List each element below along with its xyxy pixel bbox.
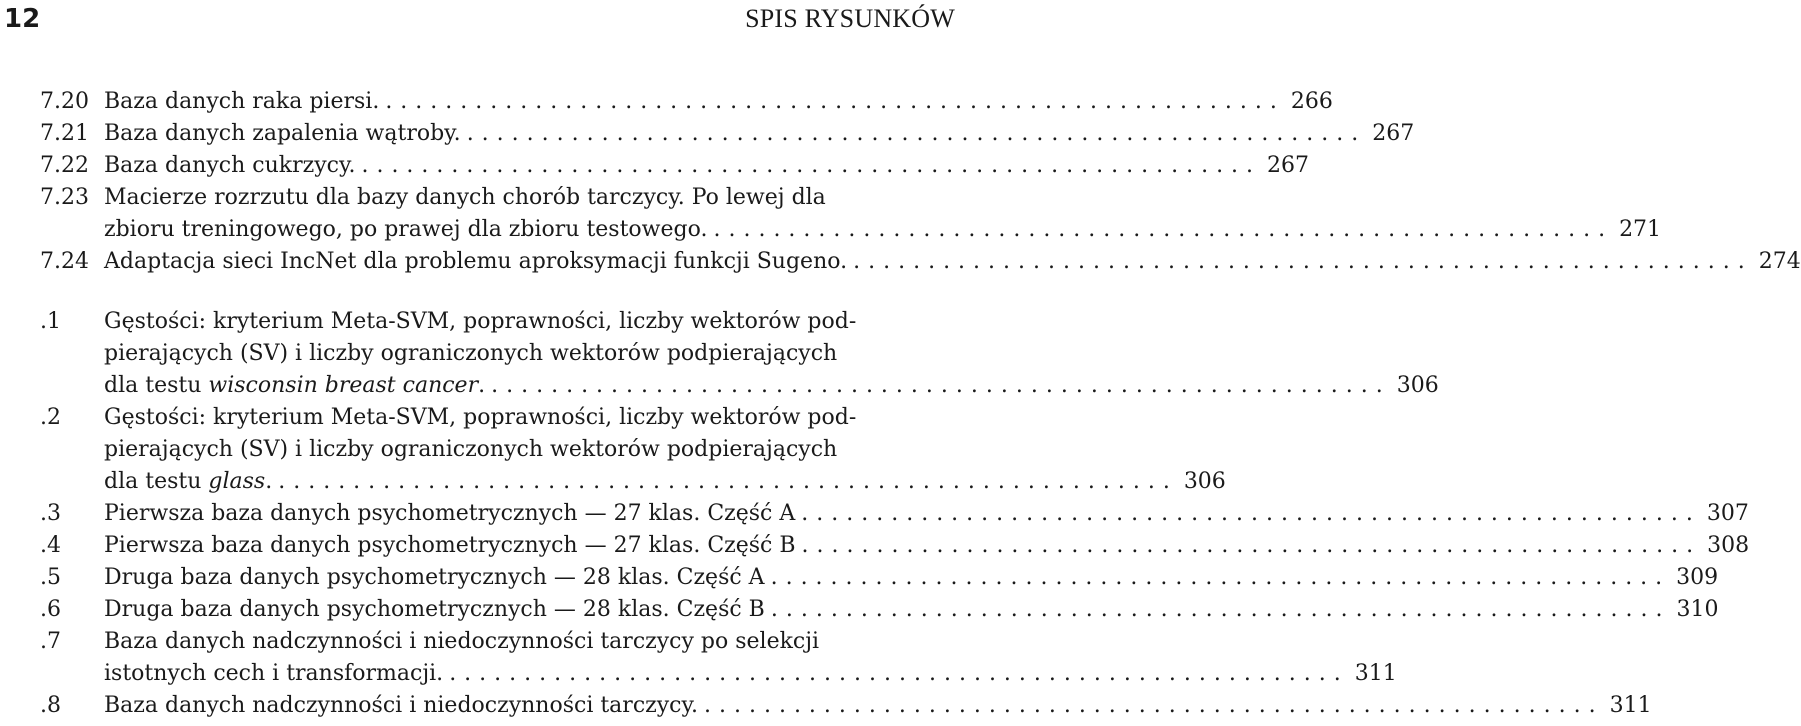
dot-leader: ............................................................ bbox=[853, 249, 1753, 274]
toc-entry-number: .5 bbox=[40, 565, 61, 590]
toc-entry-number: 7.20 bbox=[40, 89, 89, 114]
toc-entry bbox=[40, 626, 1397, 690]
toc-page-number: 310 bbox=[1676, 597, 1719, 622]
toc-entry-text: Adaptacja sieci IncNet dla problemu aproksymacji funkcji Sugeno. bbox=[104, 249, 848, 274]
toc-entry-text: Baza danych zapalenia wątroby. bbox=[104, 121, 461, 146]
toc-entry-text bbox=[104, 370, 485, 402]
toc-entry-text-prefix: dla testu bbox=[104, 469, 209, 494]
toc-entry-text: Baza danych nadczynności i niedoczynności tarczycy po selekcji bbox=[104, 629, 820, 654]
toc-entry-text-italic: wisconsin breast cancer bbox=[208, 373, 479, 398]
dot-leader: ............................................................ bbox=[703, 693, 1604, 718]
toc-entry bbox=[40, 246, 1801, 278]
toc-entry-text-suffix: . bbox=[265, 469, 273, 494]
toc-page-number: 311 bbox=[1354, 661, 1397, 686]
toc-entry bbox=[40, 182, 1662, 246]
toc-entry-text: istotnych cech i transformacji. bbox=[104, 661, 444, 686]
toc-entry-text-prefix: dla testu bbox=[104, 373, 209, 398]
toc-entry-number: 7.24 bbox=[40, 249, 89, 274]
toc-page-number: 311 bbox=[1609, 693, 1652, 718]
dot-leader: ............................................................ bbox=[713, 217, 1614, 242]
toc-entry bbox=[40, 86, 1333, 118]
toc-page-number: 307 bbox=[1706, 501, 1749, 526]
toc-page-number: 306 bbox=[1396, 373, 1439, 398]
toc-entry-text: Pierwsza baza danych psychometrycznych — 27 klas. Część A bbox=[104, 501, 796, 526]
toc-entry-text: Gęstości: kryterium Meta-SVM, poprawności, liczby wektorów pod- bbox=[104, 405, 857, 430]
toc-entry bbox=[40, 150, 1310, 182]
toc-entry-number: .3 bbox=[40, 501, 61, 526]
toc-entry-text: Druga baza danych psychometrycznych — 28 klas. Część A bbox=[104, 565, 765, 590]
toc-entry-number: .7 bbox=[40, 629, 61, 654]
toc-entry-text: Baza danych cukrzycy. bbox=[104, 153, 356, 178]
toc-entry-number: 7.23 bbox=[40, 185, 89, 210]
toc-entry bbox=[40, 594, 1719, 626]
toc-page-number: 309 bbox=[1676, 565, 1719, 590]
toc-entry-number: .4 bbox=[40, 533, 61, 558]
dot-leader: ............................................................ bbox=[801, 501, 1701, 526]
toc-entry-text: Gęstości: kryterium Meta-SVM, poprawności, liczby wektorów pod- bbox=[104, 309, 857, 334]
toc-entry bbox=[40, 118, 1415, 150]
toc-page-number: 266 bbox=[1290, 89, 1333, 114]
toc-entry-text: pierających (SV) i liczby ograniczonych wektorów podpierających bbox=[104, 437, 838, 462]
toc-entry bbox=[40, 402, 1226, 498]
toc-entry-text: Pierwsza baza danych psychometrycznych — 27 klas. Część B bbox=[104, 533, 796, 558]
toc-page-number: 267 bbox=[1267, 153, 1310, 178]
toc-entry-text bbox=[104, 466, 272, 498]
dot-leader: ............................................................ bbox=[770, 597, 1671, 622]
toc-entry-text: Druga baza danych psychometrycznych — 28 klas. Część B bbox=[104, 597, 765, 622]
toc-entry bbox=[40, 306, 1439, 402]
toc-entry-text-suffix: . bbox=[478, 373, 486, 398]
toc-entry bbox=[40, 690, 1652, 722]
dot-leader: ............................................................ bbox=[801, 533, 1702, 558]
dot-leader: ............................................................ bbox=[361, 153, 1262, 178]
toc-list-appendix bbox=[40, 306, 1750, 722]
dot-leader: ............................................................ bbox=[449, 661, 1349, 686]
page-number: 12 bbox=[4, 4, 41, 34]
running-head: SPIS RYSUNKÓW bbox=[745, 4, 955, 33]
toc-entry-number: .6 bbox=[40, 597, 61, 622]
page-header bbox=[4, 4, 955, 36]
dot-leader: ............................................................ bbox=[466, 121, 1367, 146]
toc-page-number: 271 bbox=[1619, 217, 1662, 242]
toc-entry-text: Baza danych raka piersi. bbox=[104, 89, 380, 114]
toc-entry-number: 7.21 bbox=[40, 121, 89, 146]
toc-list-chapter7 bbox=[40, 86, 1801, 278]
toc-page-number: 267 bbox=[1372, 121, 1415, 146]
dot-leader: ............................................................ bbox=[491, 373, 1391, 398]
toc-entry-number: .8 bbox=[40, 693, 61, 718]
toc-entry-text: zbioru treningowego, po prawej dla zbioru testowego. bbox=[104, 217, 708, 242]
toc-entry-number: .2 bbox=[40, 405, 61, 430]
dot-leader: ............................................................ bbox=[770, 565, 1671, 590]
toc-page-number: 306 bbox=[1183, 469, 1226, 494]
toc-entry-text-italic: glass bbox=[208, 469, 266, 494]
toc-page-number: 274 bbox=[1758, 249, 1801, 274]
toc-entry-number: 7.22 bbox=[40, 153, 89, 178]
toc-entry-text: Macierze rozrzutu dla bazy danych chorób tarczycy. Po lewej dla bbox=[104, 185, 826, 210]
dot-leader: ............................................................ bbox=[278, 469, 1178, 494]
toc-page-number: 308 bbox=[1707, 533, 1750, 558]
toc-entry-text: pierających (SV) i liczby ograniczonych wektorów podpierających bbox=[104, 341, 838, 366]
dot-leader: ............................................................ bbox=[385, 89, 1285, 114]
toc-entry-number: .1 bbox=[40, 309, 61, 334]
toc-entry-text: Baza danych nadczynności i niedoczynności tarczycy. bbox=[104, 693, 698, 718]
toc-entry bbox=[40, 498, 1749, 530]
toc-entry bbox=[40, 562, 1719, 594]
toc-entry bbox=[40, 530, 1750, 562]
